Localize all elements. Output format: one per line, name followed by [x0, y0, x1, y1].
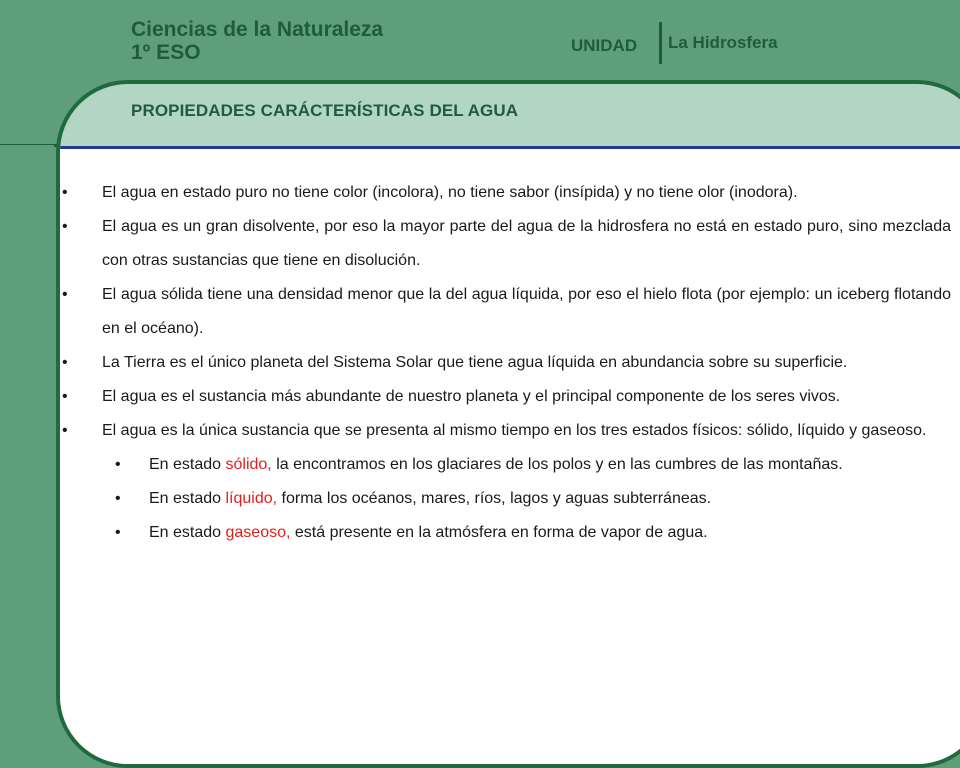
- unidad-label: UNIDAD: [571, 36, 638, 55]
- section-title: PROPIEDADES CARÁCTERÍSTICAS DEL AGUA: [131, 101, 519, 120]
- list-item: • El agua es la única sustancia que se presenta al mismo tiempo en los tres estados físicos: sólido, líquido y gaseoso.: [62, 414, 951, 448]
- bullet-list: [62, 176, 951, 550]
- state-liquid-highlight: líquido,: [225, 490, 278, 507]
- course-name: Ciencias de la Naturaleza: [131, 18, 384, 41]
- list-item: • El agua es el sustancia más abundante de nuestro planeta y el principal componente de los seres vivos.: [62, 380, 951, 414]
- sub-item-prefix: En estado: [149, 524, 226, 541]
- sub-item-prefix: En estado: [149, 456, 226, 473]
- sub-item-text: forma los océanos, mares, ríos, lagos y aguas subterráneas.: [277, 490, 712, 507]
- unit-divider: [659, 22, 662, 64]
- list-item: • La Tierra es el único planeta del Sistema Solar que tiene agua líquida en abundancia sobre su superficie.: [62, 346, 951, 380]
- list-item: • El agua sólida tiene una densidad menor que la del agua líquida, por eso el hielo flota (por ejemplo: un iceberg flotando en el océano).: [62, 278, 951, 346]
- state-solid-highlight: sólido,: [225, 456, 272, 473]
- unit-name: La Hidrosfera: [668, 33, 778, 52]
- sub-list-item: [62, 482, 951, 516]
- list-item: • El agua en estado puro no tiene color (incolora), no tiene sabor (insípida) y no tiene olor (inodora).: [62, 176, 951, 210]
- sub-item-prefix: En estado: [149, 490, 226, 507]
- sub-item-text: la encontramos en los glaciares de los polos y en las cumbres de las montañas.: [271, 456, 843, 473]
- sub-list-item: [62, 516, 951, 550]
- course-level: 1º ESO: [131, 41, 201, 64]
- sub-item-text: está presente en la atmósfera en forma de vapor de agua.: [290, 524, 708, 541]
- left-strip: [0, 145, 54, 720]
- list-item: • El agua es un gran disolvente, por eso la mayor parte del agua de la hidrosfera no está en estado puro, sino mezclada con otras sustancias que tiene en disolución.: [62, 210, 951, 278]
- sub-list-item: [62, 448, 951, 482]
- state-gas-highlight: gaseoso,: [225, 524, 291, 541]
- course-title: [131, 18, 383, 64]
